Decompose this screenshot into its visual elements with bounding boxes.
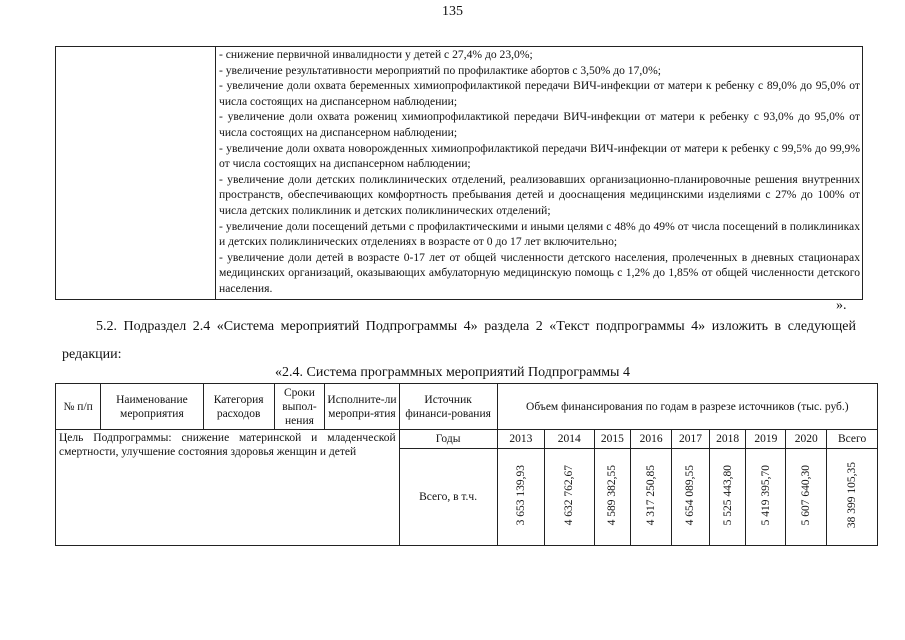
year-cell: 2017 <box>672 430 710 449</box>
total-cell <box>545 449 595 546</box>
amendment-paragraph: 5.2. Подраздел 2.4 «Система мероприятий Подпрограммы 4» раздела 2 «Текст подпрограммы 4» изложить в следующей редакции: <box>62 319 856 362</box>
list-item: - увеличение доли охвата рожениц химиопрофилактикой передачи ВИЧ-инфекции от матери к ребенку с 93,0% до 95,0% от числа состоящих на диспансерном наблюдении; <box>219 110 860 139</box>
list-item: - увеличение доли детских поликлинических отделений, реализовавших организационно-планировочные решения внутренних пространств, обеспечивающих комфортность пребывания детей и дооснащения медицинскими изделиями с 27% до 100% от числа детских поликлиник и детских поликлинических отделений; <box>219 172 860 217</box>
table-title: «2.4. Система программных мероприятий Подпрограммы 4 <box>275 365 630 380</box>
list-item: - увеличение результативности мероприятий по профилактике абортов с 3,50% до 17,0%; <box>219 63 661 77</box>
total-value: 4 317 250,85 <box>645 464 658 526</box>
page-number: 135 <box>442 4 463 19</box>
total-value: 4 654 089,55 <box>684 464 697 526</box>
total-cell <box>827 449 878 546</box>
total-value: 5 419 395,70 <box>759 464 772 526</box>
year-cell: 2014 <box>545 430 595 449</box>
total-value: 4 632 762,67 <box>563 464 576 526</box>
total-cell <box>672 449 710 546</box>
year-cell: 2020 <box>786 430 827 449</box>
year-cell: Всего <box>827 430 878 449</box>
header-category: Категория расходов <box>203 384 274 430</box>
program-measures-table <box>55 383 878 546</box>
indicators-list <box>216 47 863 300</box>
header-volume: Объем финансирования по годам в разрезе источников (тыс. руб.) <box>497 384 877 430</box>
total-value: 5 525 443,80 <box>721 464 734 526</box>
total-value: 3 653 139,93 <box>514 464 527 526</box>
total-value: 5 607 640,30 <box>800 464 813 526</box>
year-cell: 2018 <box>709 430 746 449</box>
list-item: - увеличение доли охвата новорожденных химиопрофилактикой передачи ВИЧ-инфекции от матери к ребенку с 99,5% до 99,9% от числа состоящих на диспансерном наблюдении; <box>219 141 860 171</box>
list-item: - увеличение доли детей в возрасте 0-17 лет от общей численности детского населения, пролеченных в дневных стационарах медицинских организаций, оказывающих амбулаторную медицинскую помощь с 1,2% до 1,85% от общей численности детского населения. <box>219 250 860 295</box>
year-cell: 2019 <box>746 430 786 449</box>
indicators-table <box>55 46 863 300</box>
list-item: - увеличение доли посещений детьми с профилактическими и иными целями с 48% до 49% от числа посещений в поликлиниках и детских поликлинических отделениях в возрасте от 0 до 17 лет включительно; <box>219 219 860 249</box>
year-cell: 2016 <box>631 430 672 449</box>
header-name: Наименование мероприятия <box>101 384 203 430</box>
list-item: - снижение первичной инвалидности у детей с 27,4% до 23,0%; <box>219 48 533 61</box>
total-cell <box>746 449 786 546</box>
header-num: № п/п <box>56 384 101 430</box>
total-value: 4 589 382,55 <box>606 464 619 526</box>
total-cell <box>497 449 544 546</box>
total-cell <box>786 449 827 546</box>
goal-cell: Цель Подпрограммы: снижение материнской и младенческой смертности, улучшение состояния здоровья женщин и детей <box>56 430 400 546</box>
header-executor: Исполните-ли меропри-ятия <box>325 384 399 430</box>
total-cell <box>709 449 746 546</box>
year-cell: 2015 <box>594 430 631 449</box>
years-label: Годы <box>399 430 497 449</box>
total-cell <box>631 449 672 546</box>
year-cell: 2013 <box>497 430 544 449</box>
total-cell <box>594 449 631 546</box>
closing-quote: ». <box>836 298 847 313</box>
header-source: Источник финанси-рования <box>399 384 497 430</box>
empty-cell <box>56 47 216 300</box>
header-term: Сроки выпол-нения <box>274 384 325 430</box>
total-value: 38 399 105,35 <box>846 461 859 529</box>
total-label: Всего, в т.ч. <box>399 449 497 546</box>
list-item: - увеличение доли охвата беременных химиопрофилактикой передачи ВИЧ-инфекции от матери к ребенку с 89,0% до 95,0% от числа состоящих на диспансерном наблюдении; <box>219 79 860 108</box>
